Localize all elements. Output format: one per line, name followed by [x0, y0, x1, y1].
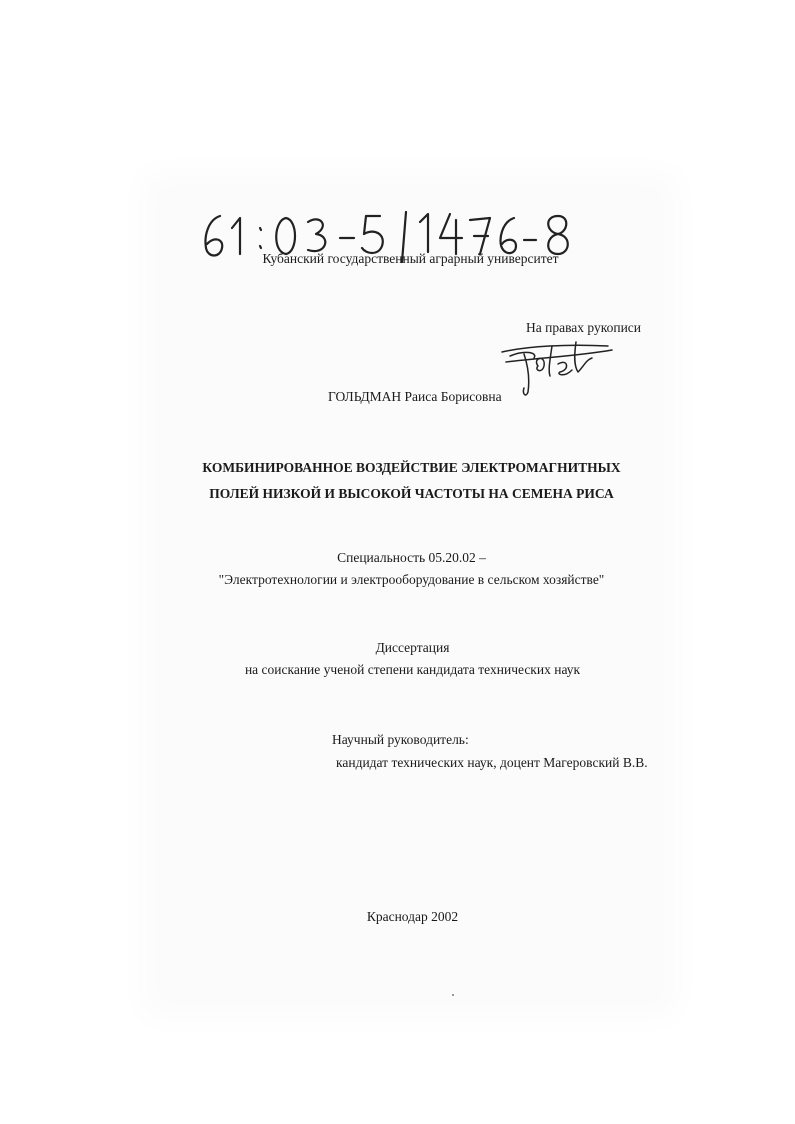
title-line-2: ПОЛЕЙ НИЗКОЙ И ВЫСОКОЙ ЧАСТОТЫ НА СЕМЕНА РИСА — [209, 486, 614, 501]
scanned-page-area — [160, 190, 660, 1000]
dissertation-title — [0, 455, 795, 507]
handwritten-signature — [498, 336, 616, 402]
specialty-name: "Электротехнологии и электрооборудование в сельском хозяйстве" — [218, 572, 605, 587]
supervisor-name: кандидат технических наук, доцент Магеровский В.В. — [336, 755, 648, 770]
author-name: ГОЛЬДМАН Раиса Борисовна — [328, 389, 502, 404]
scan-speck — [452, 994, 454, 996]
dissertation-degree: на соискание ученой степени кандидата технических наук — [244, 662, 581, 677]
manuscript-rights-note: На правах рукописи — [526, 320, 642, 335]
specialty-code: Специальность 05.20.02 – — [337, 550, 486, 565]
title-line-1: КОМБИНИРОВАННОЕ ВОЗДЕЙСТВИЕ ЭЛЕКТРОМАГНИТНЫХ — [202, 460, 621, 475]
city-and-year: Краснодар 2002 — [366, 909, 459, 924]
dissertation-type: Диссертация — [375, 640, 450, 655]
supervisor-label: Научный руководитель: — [332, 732, 469, 747]
university-name: Кубанский государственный аграрный университет — [262, 251, 559, 266]
